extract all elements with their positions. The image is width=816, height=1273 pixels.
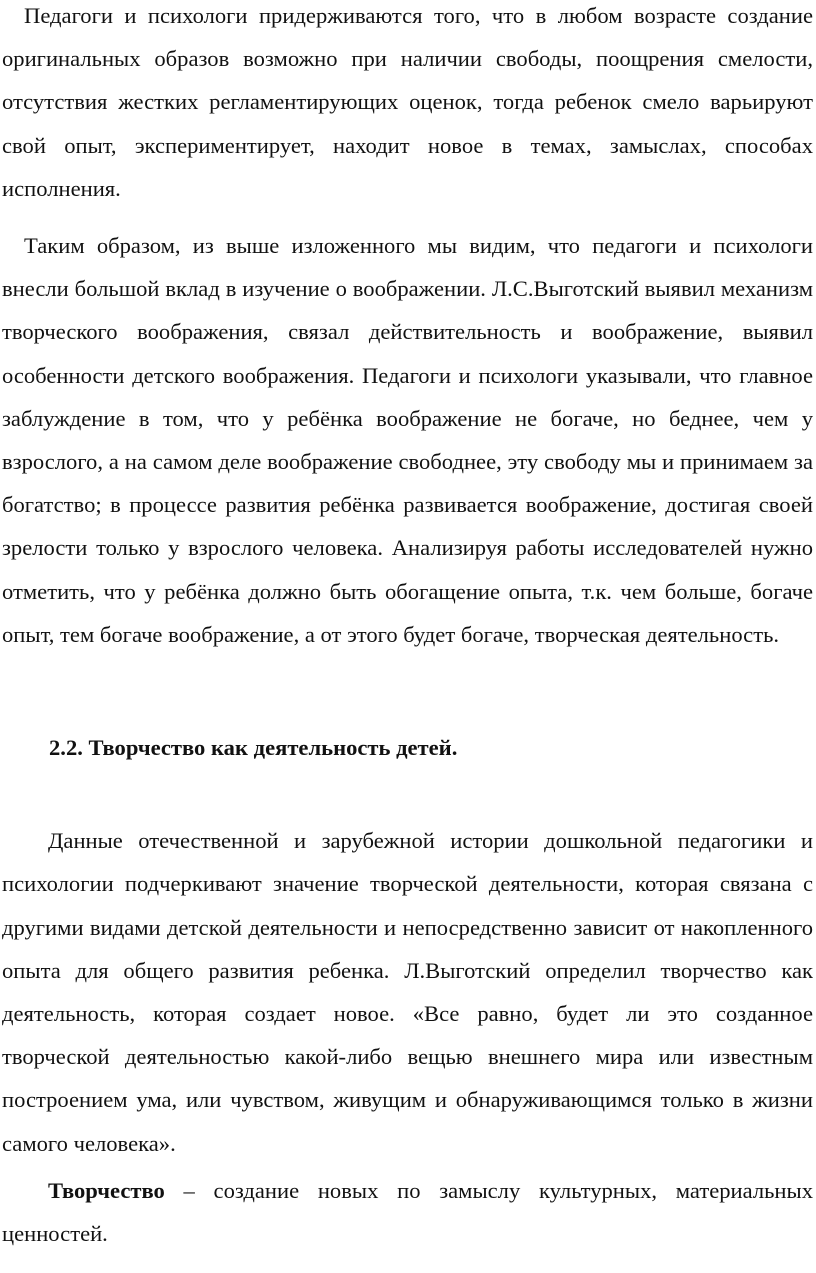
definition-paragraph: [2, 1169, 813, 1255]
document-page: [2, 0, 813, 1255]
section-heading: 2.2. Творчество как деятельность детей.: [49, 735, 458, 761]
paragraph-imagination-summary: Таким образом, из выше изложенного мы видим, что педагоги и психологи внесли большой вклад в изучение о воображении. Л.С.Выготский выявил механизм творческого воображения, связал действительность и воображение, выявил особенности детского воображения. Педагоги и психологи указывали, что главное заблуждение в том, что у ребёнка воображение не богаче, но беднее, чем у взрослого, а на самом деле воображение свободнее, эту свободу мы и принимаем за богатство; в процессе развития ребёнка развивается воображение, достигая своей зрелости только у взрослого человека. Анализируя работы исследователей нужно отметить, что у ребёнка должно быть обогащение опыта, т.к. чем больше, богаче опыт, тем богаче воображение, а от этого будет богаче, творческая деятельность.: [2, 233, 813, 647]
paragraph-creative-activity: Данные отечественной и зарубежной истории дошкольной педагогики и психологии подчеркивают значение творческой деятельности, которая связана с другими видами детской деятельности и непосредственно зависит от накопленного опыта для общего развития ребенка. Л.Выготский определил творчество как деятельность, которая создает новое. «Все равно, будет ли это созданное творческой деятельностью какой-либо вещью внешнего мира или известным построением ума, или чувством, живущим и обнаруживающимся только в жизни самого человека».: [2, 828, 813, 1156]
paragraph-creativity-conditions: Педагоги и психологи придерживаются того, что в любом возрасте создание оригинальных образов возможно при наличии свободы, поощрения смелости, отсутствия жестких регламентирующих оценок, тогда ребенок смело варьируют свой опыт, экспериментирует, находит новое в темах, замыслах, способах исполнения.: [2, 3, 813, 201]
definition-text: – создание новых по замыслу культурных, материальных ценностей.: [2, 1177, 813, 1247]
definition-term: Творчество: [48, 1177, 165, 1203]
